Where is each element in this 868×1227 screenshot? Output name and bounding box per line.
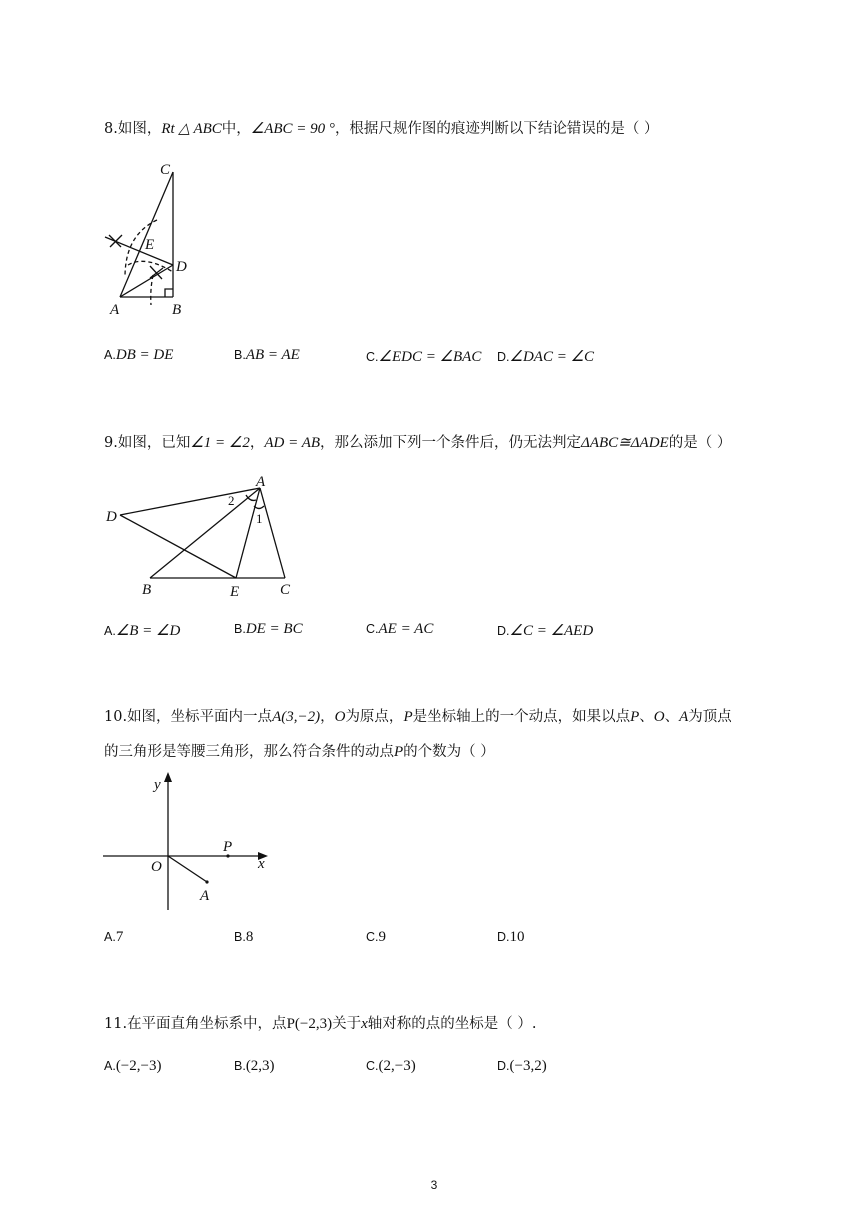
option-8-b[interactable]: B.AB = AE (234, 347, 300, 363)
segment-ba (150, 488, 260, 578)
option-11-d[interactable]: D.(−3,2) (497, 1058, 547, 1074)
label-d: D (176, 259, 187, 275)
question-number: 11. (104, 1016, 128, 1032)
label-d: D (106, 509, 117, 525)
stem-math: P (403, 709, 413, 725)
stem-text: ，那么添加下列一个条件后，仍无法判定 (320, 435, 582, 451)
label-c: C (280, 582, 291, 598)
question-number: 10. (104, 709, 128, 725)
segment-ac (260, 488, 285, 578)
stem-text: 关于 (332, 1016, 362, 1032)
segment-de (120, 515, 236, 578)
question-11-stem (104, 1013, 537, 1035)
label-c: C (160, 162, 171, 178)
stem-math: AD = AB (264, 435, 321, 451)
stem-math: ∠ABC = 90 ° (250, 121, 335, 137)
cross-mark (109, 235, 121, 247)
label-x: x (258, 856, 265, 872)
question-10-figure (100, 770, 280, 915)
right-angle-mark (165, 289, 173, 297)
label-y: y (154, 777, 161, 793)
question-10-stem-line-2 (104, 741, 495, 763)
question-9-stem (104, 432, 731, 454)
option-9-a[interactable]: A.∠B = ∠D (104, 623, 181, 639)
question-number: 8. (104, 121, 118, 137)
stem-math: ∠1 = ∠2 (190, 435, 250, 451)
segment-ea (236, 488, 260, 578)
cross-mark (150, 268, 163, 278)
stem-text: 轴对称的点的坐标是（ ）. (367, 1016, 537, 1032)
y-axis-arrow-icon (164, 772, 172, 782)
label-e: E (145, 237, 155, 253)
stem-text: ， (249, 435, 265, 451)
stem-text: 的是（ ） (668, 435, 732, 451)
stem-text: 的个数为（ ） (403, 744, 495, 760)
option-11-b[interactable]: B.(2,3) (234, 1058, 275, 1074)
question-8-stem (104, 118, 659, 140)
stem-text: 的三角形是等腰三角形，那么符合条件的动点 (104, 744, 394, 760)
option-10-a[interactable]: A.7 (104, 929, 124, 945)
label-o: O (151, 859, 162, 875)
point-a (205, 880, 208, 883)
label-b: B (172, 302, 182, 318)
stem-text: 、 (664, 709, 680, 725)
stem-text: 是坐标轴上的一个动点，如果以点 (412, 709, 631, 725)
stem-math: O (334, 709, 346, 725)
question-10-stem-line-1 (104, 706, 732, 728)
option-11-c[interactable]: C.(2,−3) (366, 1058, 416, 1074)
segment-da (120, 488, 260, 515)
option-10-c[interactable]: C.9 (366, 929, 386, 945)
option-8-c[interactable]: C.∠EDC = ∠BAC (366, 349, 482, 365)
label-b: B (142, 582, 152, 598)
label-a: A (200, 888, 210, 904)
stem-math: Rt △ ABC (161, 121, 222, 137)
stem-text: 如图， (117, 121, 162, 137)
cross-mark (110, 235, 122, 247)
option-11-a[interactable]: A.(−2,−3) (104, 1058, 162, 1074)
question-9-figure (100, 470, 300, 600)
stem-text: 如图，坐标平面内一点 (127, 709, 273, 725)
option-8-a[interactable]: A.DB = DE (104, 347, 174, 363)
side-ac (120, 172, 173, 297)
label-a: A (256, 474, 266, 490)
arc-construction (151, 275, 153, 305)
label-angle-2: 2 (228, 493, 235, 508)
label-angle-1: 1 (256, 511, 263, 526)
stem-math: A(3,−2) (272, 709, 321, 725)
option-9-b[interactable]: B.DE = BC (234, 621, 303, 637)
option-9-d[interactable]: D.∠C = ∠AED (497, 623, 594, 639)
option-10-b[interactable]: B.8 (234, 929, 254, 945)
question-number: 9. (104, 435, 118, 451)
option-8-d[interactable]: D.∠DAC = ∠C (497, 349, 595, 365)
option-10-d[interactable]: D.10 (497, 929, 525, 945)
stem-text: 为原点， (345, 709, 404, 725)
label-p: P (223, 839, 233, 855)
option-9-c[interactable]: C.AE = AC (366, 621, 434, 637)
stem-text: 为顶点 (688, 709, 732, 725)
stem-text: 、 (639, 709, 654, 725)
stem-math: P (630, 709, 640, 725)
segment-oa (168, 856, 207, 882)
stem-math: P (394, 744, 404, 760)
stem-text: ，根据尺规作图的痕迹判断以下结论错误的是（ ） (334, 121, 659, 137)
stem-math: ΔABC≅ΔADE (581, 435, 669, 451)
stem-text: 在平面直角坐标系中，点 (127, 1016, 287, 1032)
stem-math: O (653, 709, 665, 725)
stem-math: A (679, 709, 689, 725)
label-e: E (230, 584, 240, 600)
stem-text: ， (320, 709, 335, 725)
stem-text: 中， (221, 121, 251, 137)
stem-text: 如图，已知 (117, 435, 191, 451)
stem-math: x (361, 1016, 368, 1032)
stem-math: P(−2,3) (286, 1016, 333, 1032)
label-a: A (110, 302, 120, 318)
question-8-figure (95, 155, 215, 325)
page-number: 3 (430, 1178, 438, 1192)
